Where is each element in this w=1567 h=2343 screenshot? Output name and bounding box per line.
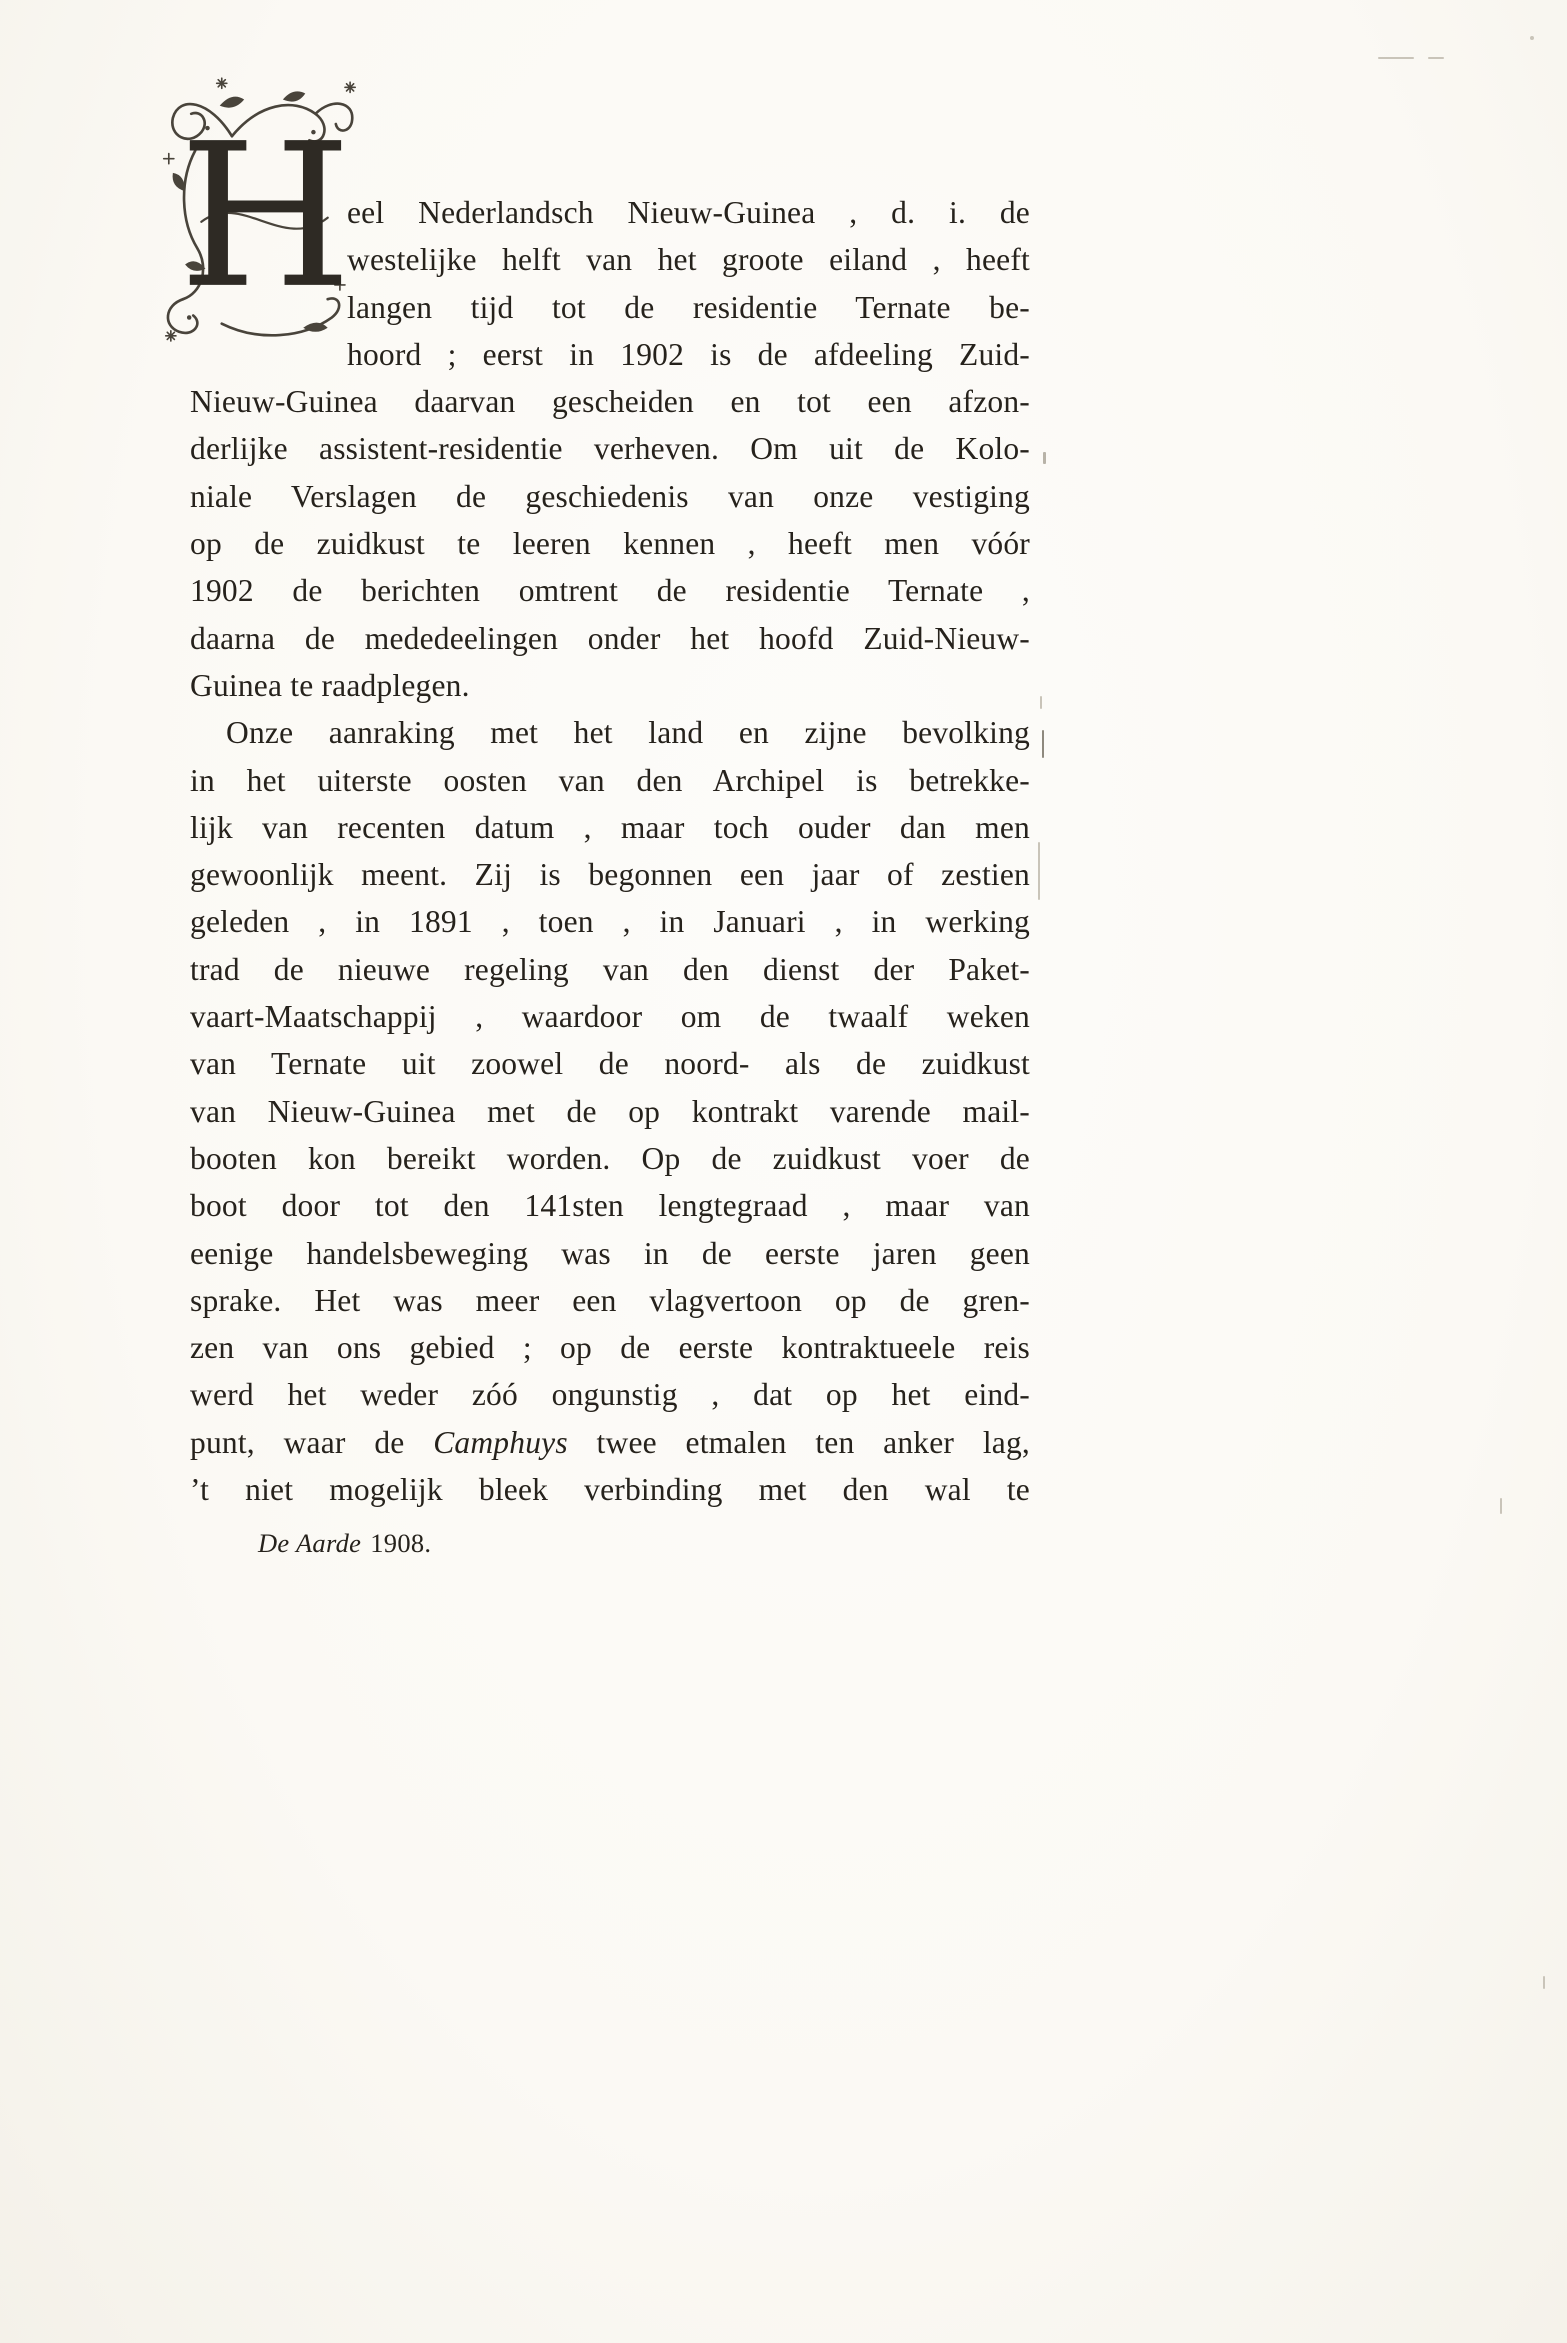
text-segment: sprake. Het was meer een vlagvertoon op de gren- [190,1282,1030,1318]
text-segment: 1902 de berichten omtrent de residentie Ternate , [190,573,1030,609]
text-line [190,1040,1030,1087]
text-line [190,473,1030,520]
drop-cap-ornament-icon [160,69,365,344]
text-segment: zen van ons gebied ; op de eerste kontraktueele reis [190,1330,1030,1366]
scan-artifact [1428,57,1444,59]
text-segment: punt, waar de [190,1424,434,1460]
text-line [190,378,1030,425]
text-segment: in het uiterste oosten van den Archipel is betrekke- [190,762,1030,798]
text-line [190,993,1030,1040]
text-segment: van Ternate uit zoowel de noord- als de zuidkust [190,1046,1030,1082]
text-line [190,1371,1030,1418]
text-segment: werd het weder zóó ongunstig , dat op het eind- [190,1377,1030,1413]
scan-artifact [1378,57,1414,59]
text-segment: Guinea te raadplegen. [190,667,470,703]
text-segment: daarna de mededeelingen onder het hoofd Zuid-Nieuw- [190,620,1030,656]
text-segment: vaart-Maatschappij , waardoor om de twaalf weken [190,999,1030,1035]
text-lines [190,189,1030,1513]
text-segment: booten kon bereikt worden. Op de zuidkust voer de [190,1140,1030,1176]
text-line [190,1419,1030,1466]
text-line [190,1277,1030,1324]
text-line [190,1324,1030,1371]
text-line [190,946,1030,993]
text-segment: eenige handelsbeweging was in de eerste jaren geen [190,1235,1030,1271]
text-line [190,425,1030,472]
text-segment: eel Nederlandsch Nieuw-Guinea , d. i. de [347,195,1030,230]
drop-cap-letter: H [178,100,353,332]
text-segment: trad de nieuwe regeling van den dienst der Paket- [190,951,1030,987]
text-segment: twee etmalen ten anker lag, [567,1424,1031,1460]
text-segment: lijk van recenten datum , maar toch ouder dan men [190,809,1030,845]
text-segment: derlijke assistent-residentie verheven. Om uit de Kolo- [190,431,1030,467]
text-line [190,1466,1030,1513]
text-line [190,1088,1030,1135]
text-segment: geleden , in 1891 , toen , in Januari , in werking [190,904,1030,940]
footer-year: 1908. [370,1528,432,1558]
scan-artifact [1042,730,1044,758]
text-line [190,520,1030,567]
text-line [190,615,1030,662]
scan-artifact [1040,696,1042,709]
text-line [190,898,1030,945]
text-line [190,804,1030,851]
text-segment: van Nieuw-Guinea met de op kontrakt varende mail- [190,1093,1030,1129]
body-text-block [178,100,1031,1513]
text-line [190,567,1030,614]
text-segment: op de zuidkust te leeren kennen , heeft men vóór [190,526,1030,562]
text-segment: ’t niet mogelijk bleek verbinding met den wal te [190,1472,1030,1508]
text-line [190,1182,1030,1229]
footer-series-line [258,1526,431,1560]
text-segment: westelijke helft van het groote eiland , heeft [347,242,1030,278]
scan-artifact [1043,452,1046,464]
text-segment: langen tijd tot de residentie Ternate be- [347,289,1030,325]
text-segment-italic: Camphuys [433,1424,568,1460]
text-line [190,662,1030,709]
text-segment: boot door tot den 141sten lengtegraad , maar van [190,1188,1030,1224]
scan-artifact [1038,842,1040,900]
text-segment: gewoonlijk meent. Zij is begonnen een jaar of zestien [190,857,1030,893]
scan-artifact [1543,1976,1545,1989]
text-segment: hoord ; eerst in 1902 is de afdeeling Zuid- [347,336,1030,372]
text-line [190,709,1030,756]
text-line [190,1230,1030,1277]
text-line [190,1135,1030,1182]
text-line [190,851,1030,898]
text-line [190,757,1030,804]
text-segment: niale Verslagen de geschiedenis van onze vestiging [190,478,1030,514]
drop-cap-initial [160,69,365,344]
text-segment: Nieuw-Guinea daarvan gescheiden en tot een afzon- [190,384,1030,420]
footer-series-title: De Aarde [258,1528,362,1558]
text-segment: Onze aanraking met het land en zijne bevolking [226,715,1030,751]
scan-artifact [1500,1498,1502,1514]
scan-artifact [1530,36,1534,40]
